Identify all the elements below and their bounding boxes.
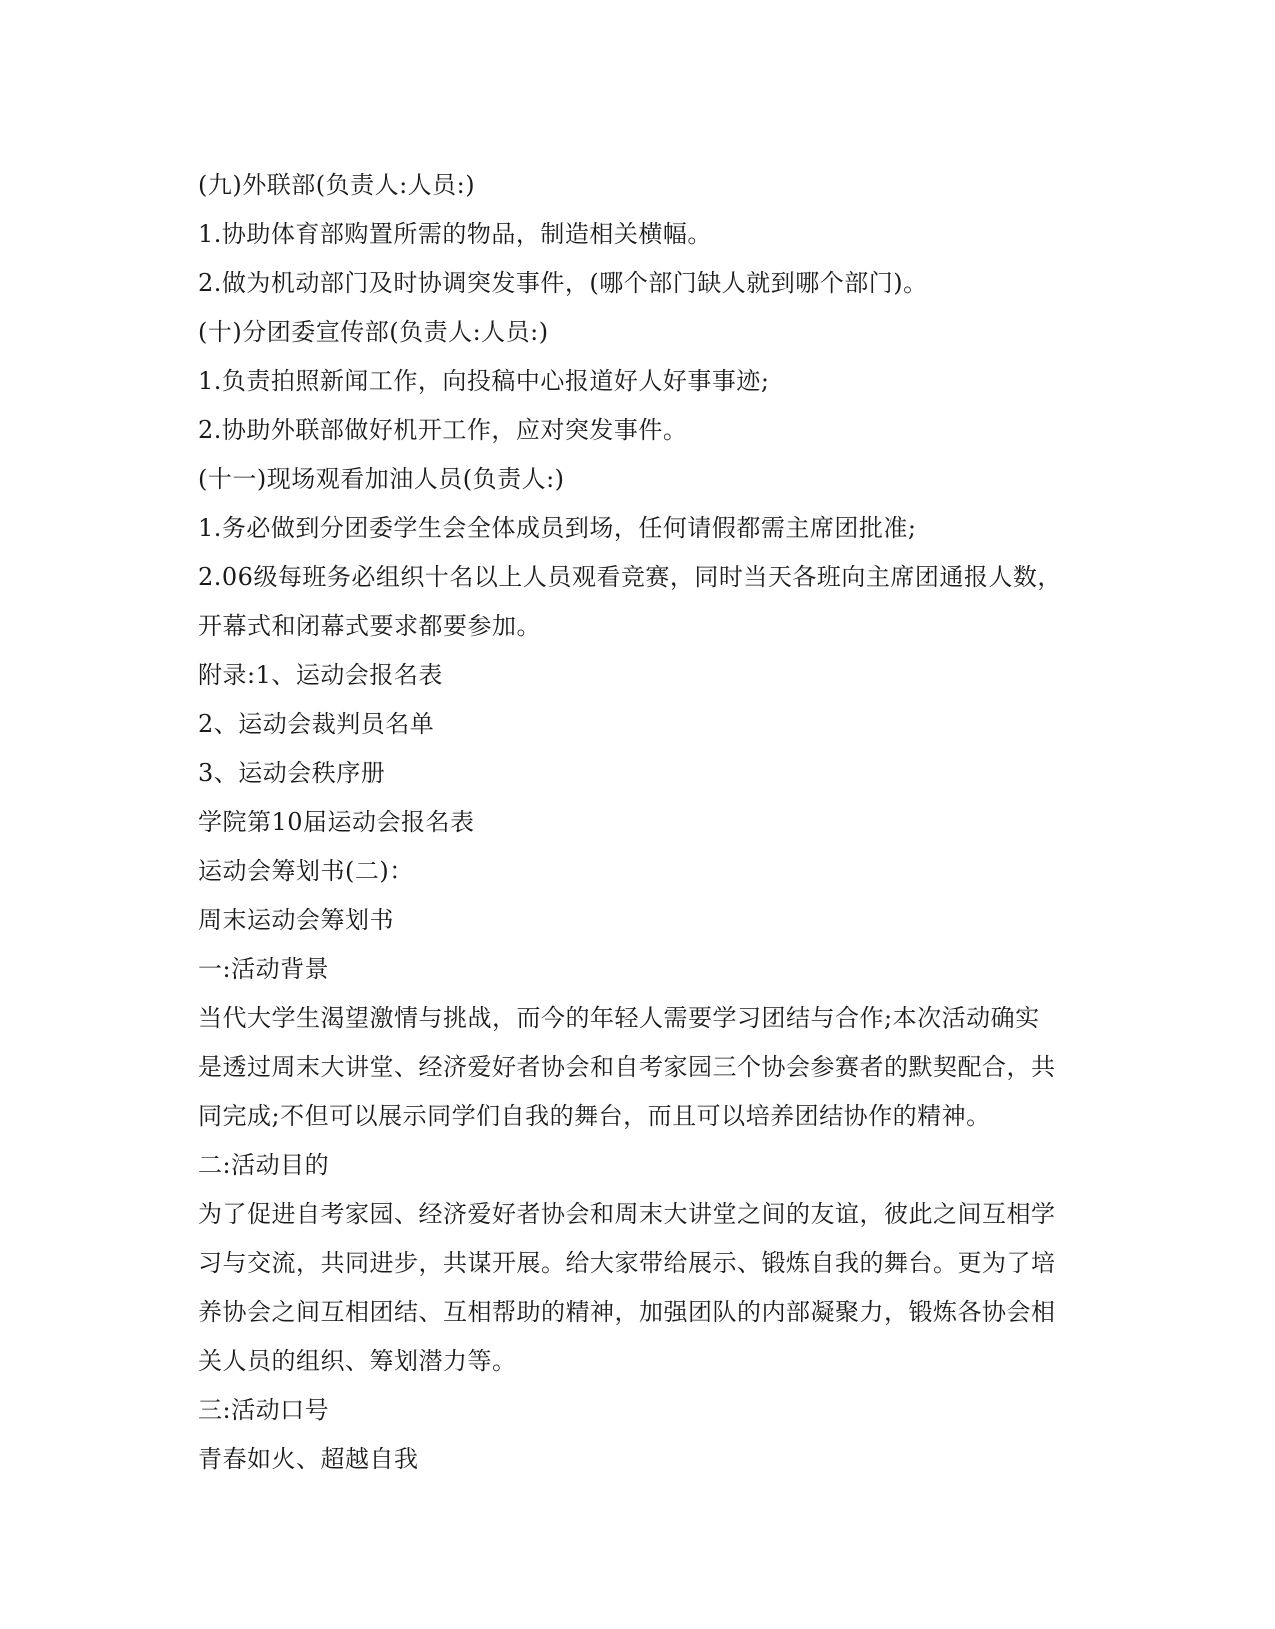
section-heading-9: (九)外联部(负责人:人员:) — [198, 171, 476, 199]
section-heading-10: (十)分团委宣传部(负责人:人员:) — [198, 318, 549, 346]
text-line: 关人员的组织、筹划潜力等。 — [198, 1347, 517, 1375]
appendix-line: 附录:1、运动会报名表 — [198, 661, 443, 689]
text-line: 1.协助体育部购置所需的物品，制造相关横幅。 — [198, 220, 712, 248]
text-line: 习与交流，共同进步，共谋开展。给大家带给展示、锻炼自我的舞台。更为了培 — [198, 1249, 1056, 1277]
text-line: 是透过周末大讲堂、经济爱好者协会和自考家园三个协会参赛者的默契配合，共 — [198, 1053, 1056, 1081]
text-line: 为了促进自考家园、经济爱好者协会和周末大讲堂之间的友谊，彼此之间互相学 — [198, 1200, 1056, 1228]
text-line: 开幕式和闭幕式要求都要参加。 — [198, 612, 541, 640]
appendix-line: 3、运动会秩序册 — [198, 759, 386, 787]
text-line: 2.06级每班务必组织十名以上人员观看竞赛，同时当天各班向主席团通报人数， — [198, 563, 1062, 591]
text-line: 学院第10届运动会报名表 — [198, 808, 475, 836]
section-heading-slogan: 三:活动口号 — [198, 1396, 330, 1424]
text-line: 1.务必做到分团委学生会全体成员到场，任何请假都需主席团批准; — [198, 514, 917, 542]
section-heading-background: 一:活动背景 — [198, 955, 330, 983]
text-line: 同完成;不但可以展示同学们自我的舞台，而且可以培养团结协作的精神。 — [198, 1102, 991, 1130]
document-subtitle: 运动会筹划书(二)： — [198, 857, 414, 885]
appendix-line: 2、运动会裁判员名单 — [198, 710, 435, 738]
text-line: 当代大学生渴望激情与挑战，而今的年轻人需要学习团结与合作;本次活动确实 — [198, 1004, 1040, 1032]
section-heading-11: (十一)现场观看加油人员(负责人:) — [198, 465, 565, 493]
text-line: 1.负责拍照新闻工作，向投稿中心报道好人好事事迹; — [198, 367, 770, 395]
text-line: 青春如火、超越自我 — [198, 1445, 419, 1473]
document-title: 周末运动会筹划书 — [198, 906, 394, 934]
document-body — [198, 161, 1098, 1484]
section-heading-purpose: 二:活动目的 — [198, 1151, 330, 1179]
text-line: 2.做为机动部门及时协调突发事件，(哪个部门缺人就到哪个部门)。 — [198, 269, 928, 297]
text-line: 2.协助外联部做好机开工作，应对突发事件。 — [198, 416, 688, 444]
text-line: 养协会之间互相团结、互相帮助的精神，加强团队的内部凝聚力，锻炼各协会相 — [198, 1298, 1056, 1326]
